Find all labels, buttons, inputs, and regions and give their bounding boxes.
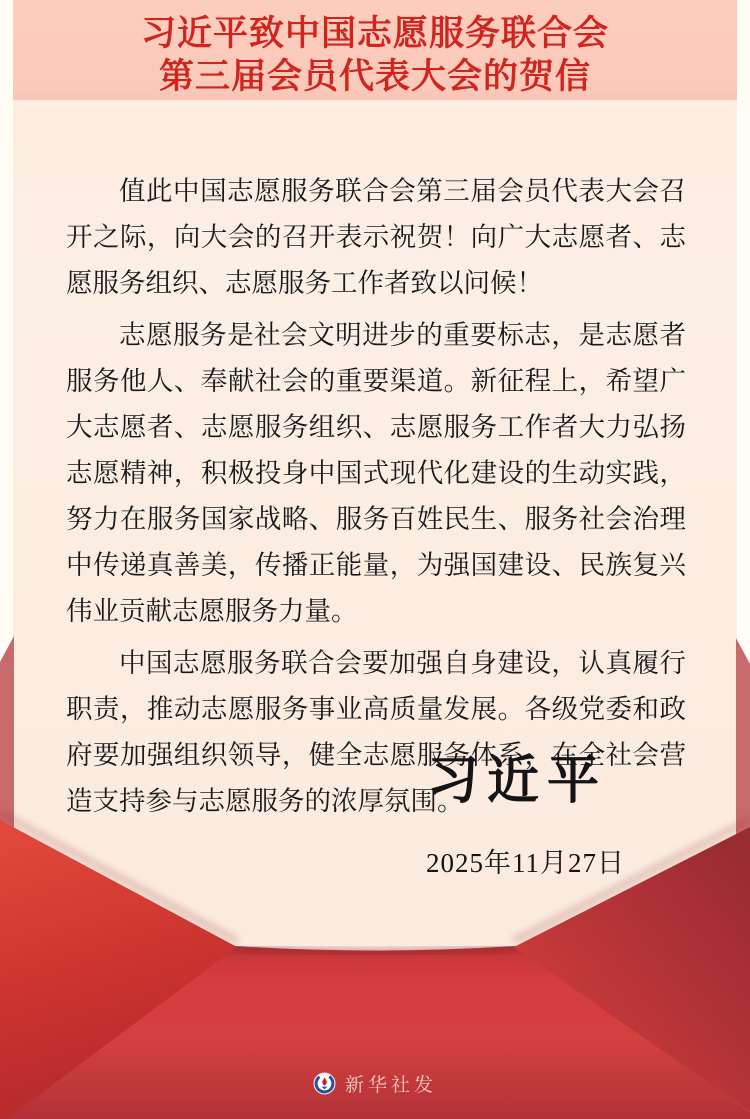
paper-edge-shadow xyxy=(231,948,519,953)
letter-paragraph-3: 中国志愿服务联合会要加强自身建设，认真履行职责，推动志愿服务事业高质量发展。各级党委和政府要加强组织领导，健全志愿服务体系，在全社会营造支持参与志愿服务的浓厚氛围。 xyxy=(66,648,686,816)
credit-label: 新华社发 xyxy=(344,1075,437,1096)
letter-paragraph-1: 值此中国志愿服务联合会第三届会员代表大会召开之际，向大会的召开表示祝贺！向广大志愿者、志愿服务组织、志愿服务工作者致以问候！ xyxy=(66,176,686,298)
letter-date: 2025年11月27日 xyxy=(426,848,625,878)
credit-line xyxy=(0,1070,750,1097)
poster-title-line2: 第三届会员代表大会的贺信 xyxy=(158,57,591,96)
letter-paragraph-2: 志愿服务是社会文明进步的重要标志，是志愿者服务他人、奉献社会的重要渠道。新征程上，希望广大志愿者、志愿服务组织、志愿服务工作者大力弘扬志愿精神，积极投身中国式现代化建设的生动实践，努力在服务国家战略、服务百姓民生、服务社会治理中传递真善美，传播正能量，为强国建设、民族复兴伟业贡献志愿服务力量。 xyxy=(66,320,686,626)
poster-title-line1: 习近平致中国志愿服务联合会 xyxy=(140,14,609,53)
xinhua-logo-icon xyxy=(313,1072,336,1095)
signature: 习近平 xyxy=(426,753,607,810)
